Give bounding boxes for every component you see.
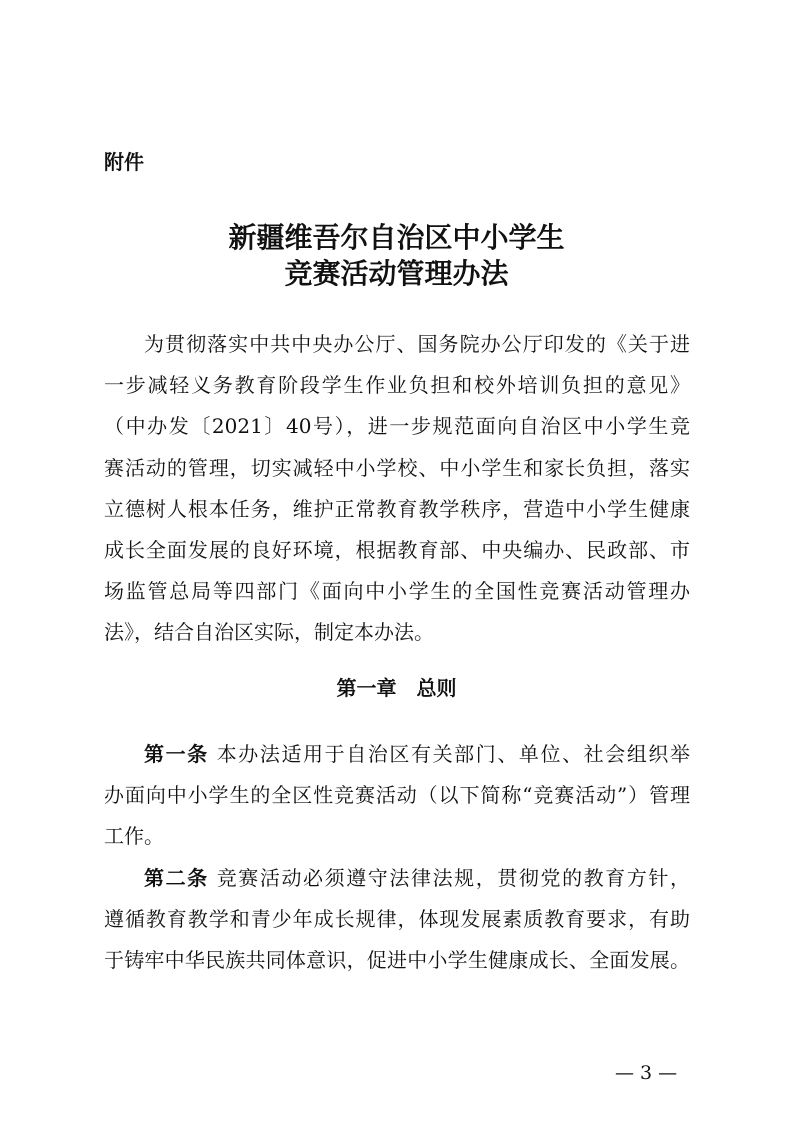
text-line: 遵循教育教学和青少年成长规律，体现发展素质教育要求，有助 <box>104 907 690 932</box>
text-line: （中办发〔2021〕40号），进一步规范面向自治区中小学生竞 <box>104 414 690 439</box>
text-line: 成长全面发展的良好环境，根据教育部、中央编办、民政部、市 <box>104 537 690 562</box>
text-line: 法》，结合自治区实际，制定本办法。 <box>104 620 434 645</box>
text-line: 立德树人根本任务，维护正常教育教学秩序，营造中小学生健康 <box>104 496 690 521</box>
article-text: 竞赛活动必须遵守法律法规，贯彻党的教育方针， <box>208 866 691 890</box>
attachment-label: 附件 <box>104 150 144 174</box>
text-line: 赛活动的管理，切实减轻中小学校、中小学生和家长负担，落实 <box>104 455 690 480</box>
text-line: 为贯彻落实中共中央办公厅、国务院办公厅印发的《关于进 <box>144 332 690 356</box>
page-number: — 3 — <box>615 1062 678 1084</box>
preamble-paragraph <box>104 324 690 654</box>
text-line <box>104 734 690 775</box>
document-title-line-1: 新疆维吾尔自治区中小学生 <box>228 221 565 254</box>
document-title-line-2: 竞赛活动管理办法 <box>284 257 509 290</box>
text-line <box>104 858 690 899</box>
article-text: 本办法适用于自治区有关部门、单位、社会组织举 <box>208 742 691 766</box>
chapter-heading: 第一章 总则 <box>336 676 457 700</box>
article-2 <box>104 858 690 982</box>
text-line: 办面向中小学生的全区性竞赛活动（以下简称“竞赛活动”）管理 <box>104 783 690 808</box>
text-line: 于铸牢中华民族共同体意识，促进中小学生健康成长、全面发展。 <box>104 948 690 973</box>
article-1 <box>104 734 690 858</box>
text-line: 场监管总局等四部门《面向中小学生的全国性竞赛活动管理办 <box>104 579 690 604</box>
text-line: 一步减轻义务教育阶段学生作业负担和校外培训负担的意见》 <box>104 373 690 398</box>
article-label: 第二条 <box>144 866 209 890</box>
text-line: 工作。 <box>104 824 164 849</box>
article-label: 第一条 <box>144 742 209 766</box>
